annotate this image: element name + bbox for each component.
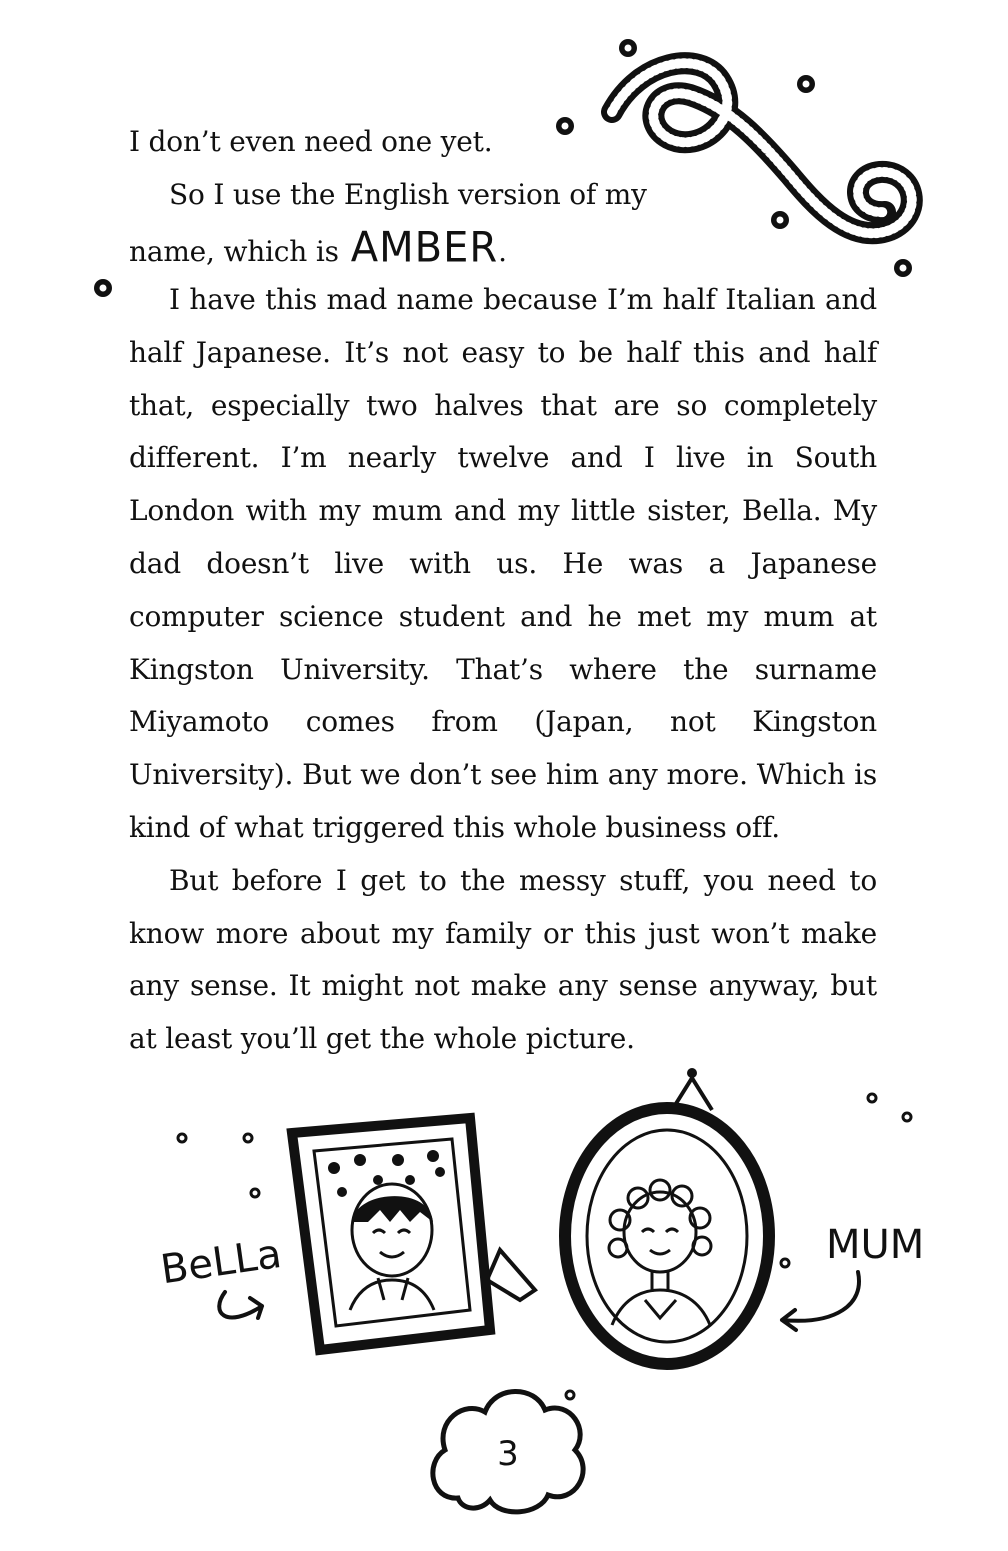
amber-name: AMBER xyxy=(350,223,499,272)
bella-label: BeLLa xyxy=(157,1230,285,1294)
flower-icon xyxy=(619,39,637,57)
paragraph-2-end: . xyxy=(498,234,507,268)
flower-icon xyxy=(771,211,789,229)
paragraph-1: I don’t even need one yet. xyxy=(129,125,493,158)
page-number: 3 xyxy=(497,1434,519,1474)
bella-arrow xyxy=(219,1292,262,1318)
paragraph-3: I have this mad name because I’m half Italian and half Japanese. It’s not easy to be half this and half that, especially two halves that are so completely different. I’m nearly twelve and I live in South London with my mum and my little sister, Bella. My dad doesn’t live with us. He was a Japanese computer science student and he met my mum at Kingston University. That’s where the surname Miyamoto comes from (Japan, not Kingston University). But we don’t see him any more. Which is kind of what triggered this whole business off. xyxy=(129,283,877,844)
paragraph-2-start: name, which is xyxy=(129,234,339,268)
paragraph-2-line-1: So I use the English version of my xyxy=(169,177,647,211)
text-top xyxy=(129,116,689,278)
text-body xyxy=(129,274,877,1066)
mum-photo-frame xyxy=(565,1068,769,1364)
paragraph-2-line-2 xyxy=(129,222,689,279)
paragraph-4: But before I get to the messy stuff, you need to know more about my family or this just won’t make any sense. It might not make any sense anyway, but at least you’ll get the whole picture. xyxy=(129,863,877,1056)
flower-icon xyxy=(797,75,815,93)
bella-photo-frame xyxy=(292,1118,535,1350)
page-number-cloud xyxy=(433,1391,583,1511)
mum-arrow xyxy=(782,1272,859,1330)
mum-label: MUM xyxy=(826,1222,925,1268)
flower-icon xyxy=(94,279,112,297)
flower-icon xyxy=(894,259,912,277)
